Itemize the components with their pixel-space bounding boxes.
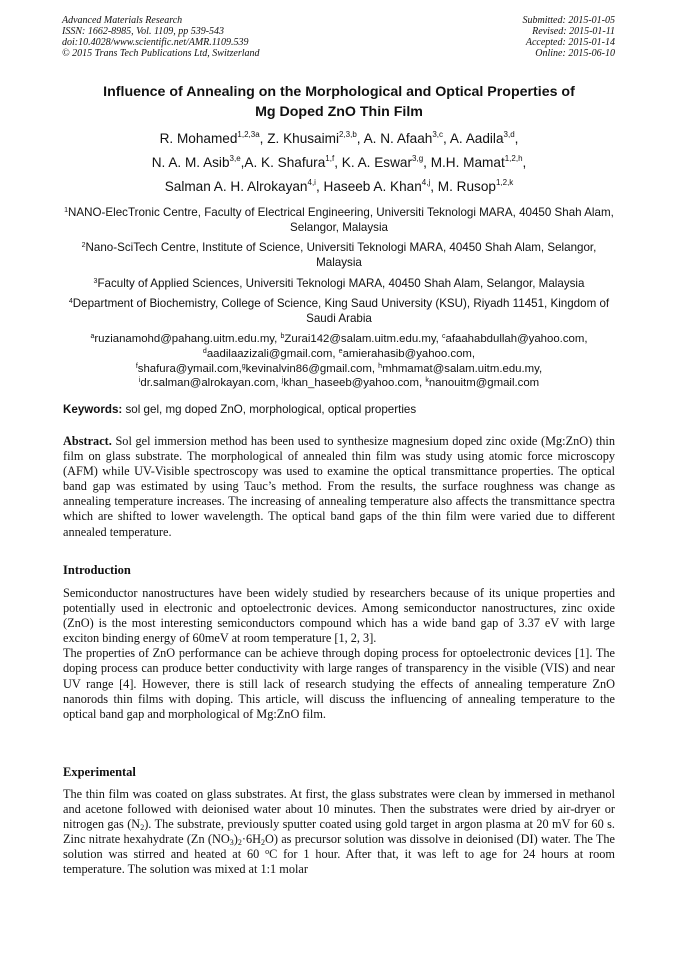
date-revised: Revised: 2015-01-11 (532, 26, 615, 37)
email-mark: a (90, 333, 95, 340)
email-mark: j (281, 377, 284, 385)
author-name: Salman A. H. Alrokayan (164, 179, 308, 194)
body-text: ). The substrate, previously sputter coated using gold target in argon plasma at 20 mV for 60 s. Zinc nitrate hexahydrate (Zn (NO (63, 817, 616, 847)
keywords-text: sol gel, mg doped ZnO, morphological, optical properties (122, 403, 417, 416)
email-address[interactable]: afaahabdullah@yahoo.com, (445, 333, 588, 345)
author-sep: , (423, 155, 431, 170)
author-name: A. N. Afaah (363, 131, 433, 146)
email-address[interactable]: kevinalvin86@gmail.com, (245, 362, 379, 375)
date-online: Online: 2015-06-10 (535, 48, 615, 59)
email-address[interactable]: dr.salman@alrokayan.com, (140, 377, 282, 390)
body-text: ·6H (241, 832, 261, 847)
email-address[interactable]: Zurai142@salam.uitm.edu.my, (284, 333, 442, 345)
author-name: A. Aadila (449, 131, 504, 146)
email-address[interactable]: nanouitm@gmail.com (428, 377, 540, 390)
email-address[interactable]: khan_haseeb@yahoo.com, (283, 377, 426, 390)
author-line (40, 175, 638, 199)
author-affil-mark: 3,e (229, 154, 241, 163)
email-mark: b (280, 333, 285, 340)
date-accepted: Accepted: 2015-01-14 (525, 37, 615, 48)
author-name: Haseeb A. Khan (323, 179, 422, 194)
affiliation (60, 205, 618, 235)
email-line (50, 362, 628, 377)
author-sep: , (514, 131, 519, 146)
email-mark: e (338, 347, 343, 355)
email-mark: c (442, 333, 446, 340)
author-affil-mark: 1,2,3a (237, 130, 260, 139)
author-affil-mark: 4,j (421, 178, 431, 187)
subscript: 2 (237, 838, 242, 848)
paper-title-line: Mg Doped ZnO Thin Film (255, 104, 423, 120)
email-mark: d (202, 347, 207, 355)
affiliation (60, 240, 618, 270)
email-address[interactable]: aadilaazizali@gmail.com, (206, 347, 339, 360)
affiliation (60, 276, 618, 291)
journal-doi[interactable]: doi:10.4028/www.scientific.net/AMR.1109.539 (62, 37, 249, 48)
journal-issn: ISSN: 1662-8985, Vol. 1109, pp 539-543 (62, 26, 225, 37)
author-line (40, 151, 638, 175)
email-address[interactable]: shafura@ymail.com, (137, 362, 242, 375)
author-affil-mark: 4,i (307, 178, 316, 187)
subscript: 3 (229, 838, 234, 848)
body-paragraph (63, 787, 615, 878)
keywords (63, 402, 615, 417)
email-mark: g (241, 362, 246, 370)
email-mark: h (378, 362, 383, 370)
author-list (40, 127, 638, 199)
affiliation-text: Faculty of Applied Sciences, Universiti Teknologi MARA, 40450 Shah Alam, Selangor, Malaysia (97, 277, 585, 290)
keywords-label: Keywords: (63, 403, 123, 416)
journal-info (62, 15, 260, 59)
author-line (40, 127, 638, 151)
author-name: M.H. Mamat (430, 155, 505, 170)
affiliation-number: 3 (93, 278, 98, 285)
body-text: The thin film was coated on glass substrates. At first, the glass substrates were clean by immersed in methanol and acetone followed with deionised water about 10 minutes. Then the substrates were dried by air-dryer or nitrogen gas (N (63, 787, 615, 832)
body-paragraph: Semiconductor nanostructures have been widely studied by researchers because of its unique properties and potentially used in electronic and optoelectronic devices. Among semiconductor nanostructures, zinc oxide (ZnO) is the most interesting semiconductors compound which has a wide band gap of 3.37 eV with large exciton binding energy of 60meV at room temperature [1, 2, 3]. (63, 586, 615, 646)
journal-copyright: © 2015 Trans Tech Publications Ltd, Switzerland (62, 48, 260, 59)
subscript: 2 (260, 838, 265, 848)
author-sep: , (522, 155, 527, 170)
email-mark: k (425, 377, 429, 385)
abstract (63, 434, 615, 540)
body-paragraph: The properties of ZnO performance can be achieve through doping process for optoelectronic devices [1]. The doping process can produce better conductivity with large ranges of transparency in the visible (VIS) and near UV range [4]. However, there is still lack of research studying the effects of annealing temperature ZnO nanorods thin films with doping. This article, will discuss the influencing of annealing temperature to the optical band gap and morphological of Mg:ZnO film. (63, 646, 615, 721)
author-sep: , (356, 131, 364, 146)
author-name: K. A. Eswar (341, 155, 413, 170)
submission-dates (523, 15, 616, 59)
email-address[interactable]: amierahasib@yahoo.com, (342, 347, 476, 360)
affiliation-number: 1 (64, 207, 69, 214)
introduction-body (63, 586, 615, 722)
affiliation-number: 2 (81, 242, 86, 249)
affiliation-number: 4 (68, 298, 73, 305)
email-address[interactable]: ruzianamohd@pahang.uitm.edu.my, (94, 333, 281, 345)
email-address[interactable]: mhmamat@salam.uitm.edu.my, (382, 362, 543, 375)
author-affil-mark: 3,d (503, 130, 515, 139)
author-name: M. Rusop (437, 179, 496, 194)
email-mark: f (135, 362, 138, 370)
author-sep: , (259, 131, 268, 146)
affiliation-text: Department of Biochemistry, College of Science, King Saud University (KSU), Riyadh 11451, Kingdom of Saudi Arabia (72, 297, 610, 325)
abstract-text: Sol gel immersion method has been used to synthesize magnesium doped zinc oxide (Mg:ZnO) thin film on glass substrate. The morphological of annealed thin film was study using atomic force microscopy (AFM) while UV-Visible spectroscopy was used to examine the optical transmittance properties. The optical band gap was estimated by using Tauc’s method. From the results, the surface roughness was change as annealing temperature increases. The increasing of annealing temperature also affects the transmittance spectra which are shifted to lower wavelength. The optical band gaps of the thin film were varied due to different annealed temperature. (63, 434, 615, 539)
email-list (50, 332, 628, 391)
email-mark: i (138, 377, 141, 385)
author-name: Z. Khusaimi (267, 131, 339, 146)
affiliation-text: NANO-ElecTronic Centre, Faculty of Electrical Engineering, Universiti Teknologi MARA, 40450 Shah Alam, Selangor, Malaysia (68, 206, 614, 234)
body-text: O) as precursor solution was dissolve in deionised (DI) water. The The solution was stirred and heated at 60 (63, 832, 616, 862)
email-line (50, 376, 628, 391)
email-line (50, 332, 628, 347)
affiliation (60, 296, 618, 326)
date-submitted: Submitted: 2015-01-05 (522, 15, 615, 26)
section-heading-introduction: Introduction (63, 563, 131, 577)
author-name: R. Mohamed (159, 131, 238, 146)
author-affil-mark: 2,3,b (338, 130, 357, 139)
author-affil-mark: 1,f (325, 154, 335, 163)
superscript: o (265, 847, 270, 857)
author-sep: , (443, 131, 450, 146)
experimental-body (63, 787, 615, 878)
subscript: 2 (140, 823, 145, 833)
section-heading-experimental: Experimental (63, 765, 136, 779)
abstract-label: Abstract. (63, 434, 112, 448)
author-affil-mark: 3,c (432, 130, 444, 139)
author-affil-mark: 1,2,h (504, 154, 523, 163)
email-line (50, 347, 628, 362)
author-affil-mark: 1,2,k (495, 178, 514, 187)
author-name: N. A. M. Asib (151, 155, 230, 170)
affiliation-text: Nano-SciTech Centre, Institute of Science, Universiti Teknologi MARA, 40450 Shah Alam, Selangor, Malaysia (85, 241, 597, 269)
author-sep: , (240, 155, 245, 170)
body-text: C for 1 hour. After that, it was left to age for 24 hours at room temperature. The solution was mixed at 1:1 molar (63, 847, 615, 877)
author-affil-mark: 3,g (412, 154, 424, 163)
paper-title-line: Influence of Annealing on the Morphological and Optical Properties of (103, 84, 575, 100)
author-sep: , (315, 179, 324, 194)
author-sep: , (334, 155, 342, 170)
paper-title (50, 82, 628, 122)
journal-name: Advanced Materials Research (62, 15, 183, 26)
abstract-paragraph (63, 434, 615, 540)
author-name: A. K. Shafura (244, 155, 326, 170)
author-sep: , (430, 179, 438, 194)
body-text: ) (233, 832, 238, 847)
